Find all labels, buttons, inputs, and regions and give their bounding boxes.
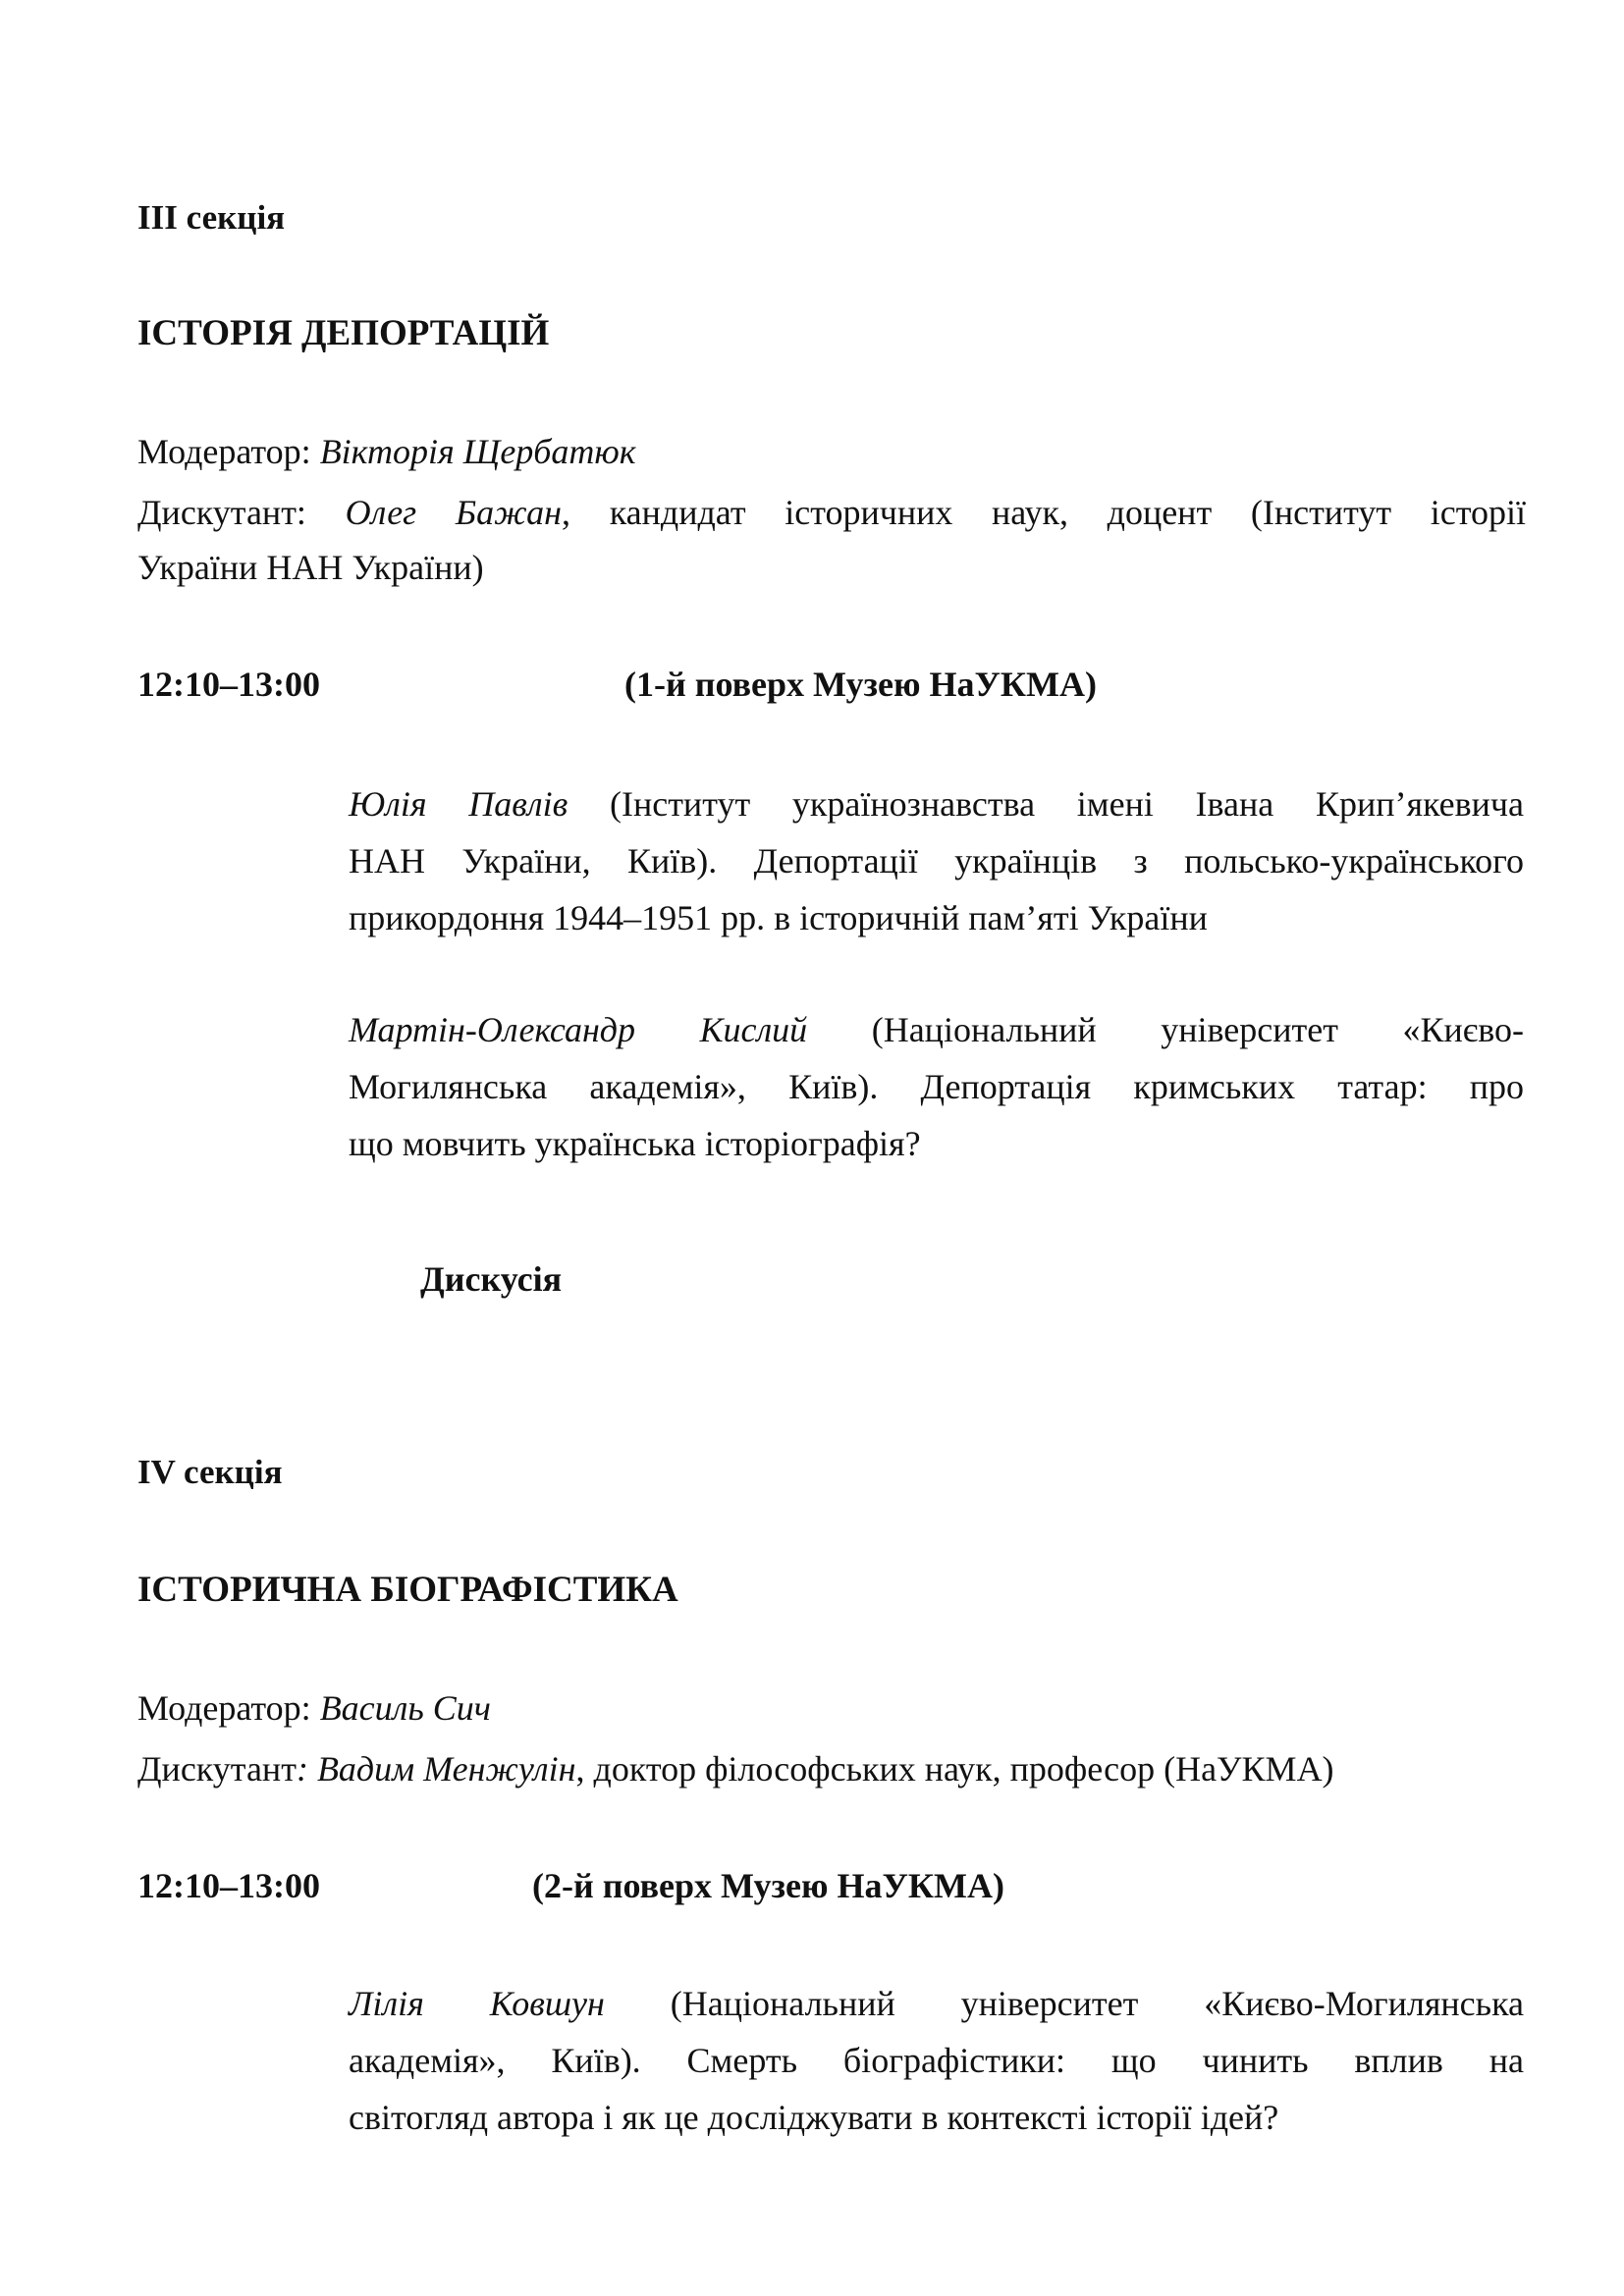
section-3-moderator — [137, 424, 636, 479]
talk-author: Юлія Павлів — [349, 784, 568, 824]
moderator-name: Василь Сич — [319, 1688, 491, 1728]
talk-text: що мовчить українська історіографія? — [349, 1124, 921, 1163]
section-4-label: IV секція — [137, 1453, 283, 1491]
talk-text: НАН України, Київ). Депортації українців з польсько-українського — [349, 841, 1524, 881]
section-3-title: ІСТОРІЯ ДЕПОРТАЦІЙ — [137, 313, 550, 353]
section-4-time: 12:10–13:00 — [137, 1866, 320, 1905]
talk-text: Могилянська академія», Київ). Депортація кримських татар: про — [349, 1067, 1524, 1106]
section-4-location: (2-й поверх Музею НаУКМА) — [532, 1866, 1004, 1905]
moderator-label: Модератор: — [137, 1688, 320, 1728]
talk-author: Лілія Ковшун — [349, 1984, 605, 2023]
section-3-talk-2 — [349, 1001, 1524, 1172]
section-4-moderator — [137, 1681, 491, 1735]
discussant-desc: , доктор філософських наук, професор (НаУКМА) — [575, 1749, 1334, 1789]
moderator-name: Вікторія Щербатюк — [319, 432, 636, 471]
section-4-title: ІСТОРИЧНА БІОГРАФІСТИКА — [137, 1570, 678, 1610]
section-4-discussant — [137, 1741, 1334, 1796]
talk-author: Мартін-Олександр Кислий — [349, 1010, 808, 1049]
section-3-label: III секція — [137, 198, 286, 237]
talk-text: прикордоння 1944–1951 рр. в історичній пам’яті України — [349, 898, 1208, 937]
discussant-name: Олег Бажан — [345, 493, 563, 532]
section-3-time: 12:10–13:00 — [137, 665, 320, 704]
talk-affiliation: (Інститут українознавства імені Івана Крип’якевича — [568, 784, 1525, 824]
moderator-label: Модератор: — [137, 432, 320, 471]
talk-affiliation: (Національний університет «Києво- — [807, 1010, 1524, 1049]
section-3-discussant — [137, 485, 1526, 595]
discussant-desc-cont: України НАН України) — [137, 548, 484, 587]
talk-text: академія», Київ). Смерть біографістики: що чинить вплив на — [349, 2041, 1524, 2080]
section-3-talk-1 — [349, 775, 1524, 946]
discussant-desc: , кандидат історичних наук, доцент (Інститут історії — [562, 493, 1526, 532]
talk-text: світогляд автора і як це досліджувати в контексті історії ідей? — [349, 2098, 1279, 2137]
discussant-label: Дискутант — [137, 1749, 297, 1789]
section-3-discussion: Дискусія — [420, 1259, 563, 1299]
discussant-name: Вадим Менжулін — [316, 1749, 576, 1789]
discussant-colon: : — [296, 1749, 317, 1789]
section-4-talk-1 — [349, 1975, 1524, 2146]
talk-affiliation: (Національний університет «Києво-Могилянська — [604, 1984, 1524, 2023]
section-3-location: (1-й поверх Музею НаУКМА) — [624, 665, 1097, 704]
discussant-label: Дискутант: — [137, 493, 346, 532]
